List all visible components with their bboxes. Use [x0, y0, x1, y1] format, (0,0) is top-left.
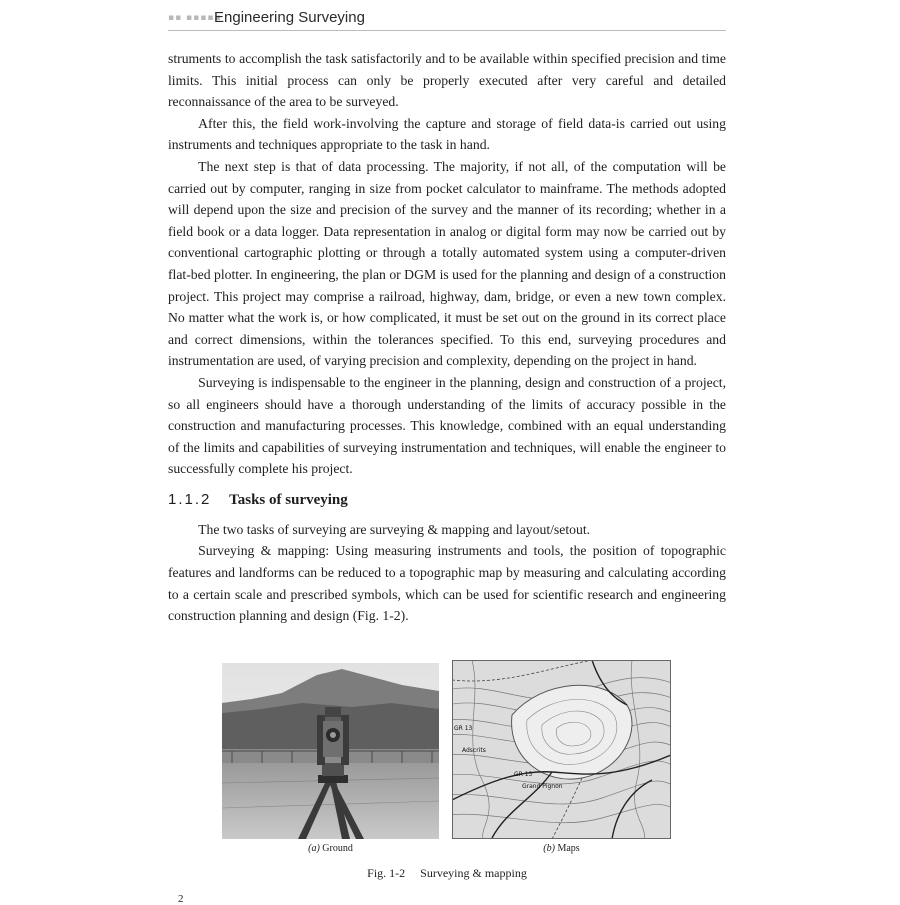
map-label: GR 13 [454, 725, 473, 732]
subfigure-label-b: (b) [543, 843, 555, 854]
paragraph: Surveying is indispensable to the engineer in the planning, design and construction of a project, so all engineers should have a thorough understanding of the limits of accuracy possible in the construction and manufacturing processes. This knowledge, combined with an equal understanding of the limits and capabilities of surveying instrumentation and techniques, will enable the engineer to successfully complete his project. [168, 374, 726, 477]
subfigure-label-a: (a) [308, 843, 320, 854]
paragraph: The next step is that of data processing. The majority, if not all, of the computation will be carried out by computer, ranging in size from pocket calculator to mainframe. The methods adopted will depend upon the size and precision of the survey and the manner of its recording; whether in a field book or a data logger. Data representation in analog or digital form may now be carried out by conventional cartographic plotting or through a totally automated system using a computer-driven flat-bed plotter. In engineering, the plan or DGM is used for the planning and design of a construction project. This project may comprise a railroad, highway, dam, bridge, or even a new town complex. No matter what the work is, or how complicated, it must be set out on the ground in its correct place and correct dimensions, within the tolerances specified. To this end, surveying procedures and instrumentation are used, of varying precision and complexity, depending on the project in hand. [168, 158, 726, 369]
running-header-title: Engineering Surveying [214, 9, 365, 26]
map-label: Grand Pignon [522, 783, 563, 790]
figure-ground-photo [222, 663, 439, 839]
section-number: 1.1.2 [168, 490, 212, 508]
paragraph: After this, the field work-involving the capture and storage of field data-is carried out using instruments and techniques appropriate to the task in hand. [168, 115, 726, 153]
section-heading [168, 489, 726, 511]
subfigure-text-b: Maps [557, 843, 580, 854]
figure-caption [168, 866, 726, 881]
page-body [168, 48, 726, 627]
paragraph: struments to accomplish the task satisfactorily and to be available within specified precision and time limits. This initial process can only be properly executed after very careful and detailed reconnaissance of the area to be surveyed. [168, 51, 726, 110]
map-label: Adscrits [462, 747, 486, 754]
figure-caption-text: Surveying & mapping [420, 866, 527, 880]
page-number: 2 [178, 893, 184, 905]
map-label: GR 13 [514, 771, 533, 778]
figure-caption-label: Fig. 1-2 [367, 866, 406, 880]
header-decoration-icon: ▪▪ ▪▪▪▪▪ [168, 13, 222, 23]
paragraph: The two tasks of surveying are surveying & mapping and layout/setout. [198, 521, 591, 537]
paragraph: Surveying & mapping: Using measuring instruments and tools, the position of topographic features and landforms can be reduced to a topographic map by measuring and calculating according to a certain scale and prescribed symbols, which can be used for scientific research and engineering construction planning and design (Fig. 1-2). [168, 543, 726, 624]
subfigure-caption-b [452, 843, 671, 854]
section-title: Tasks of surveying [229, 491, 348, 508]
running-header [168, 8, 726, 31]
subfigure-caption-a [222, 843, 439, 854]
subfigure-text-a: Ground [322, 843, 353, 854]
figure-topographic-map [452, 660, 671, 839]
